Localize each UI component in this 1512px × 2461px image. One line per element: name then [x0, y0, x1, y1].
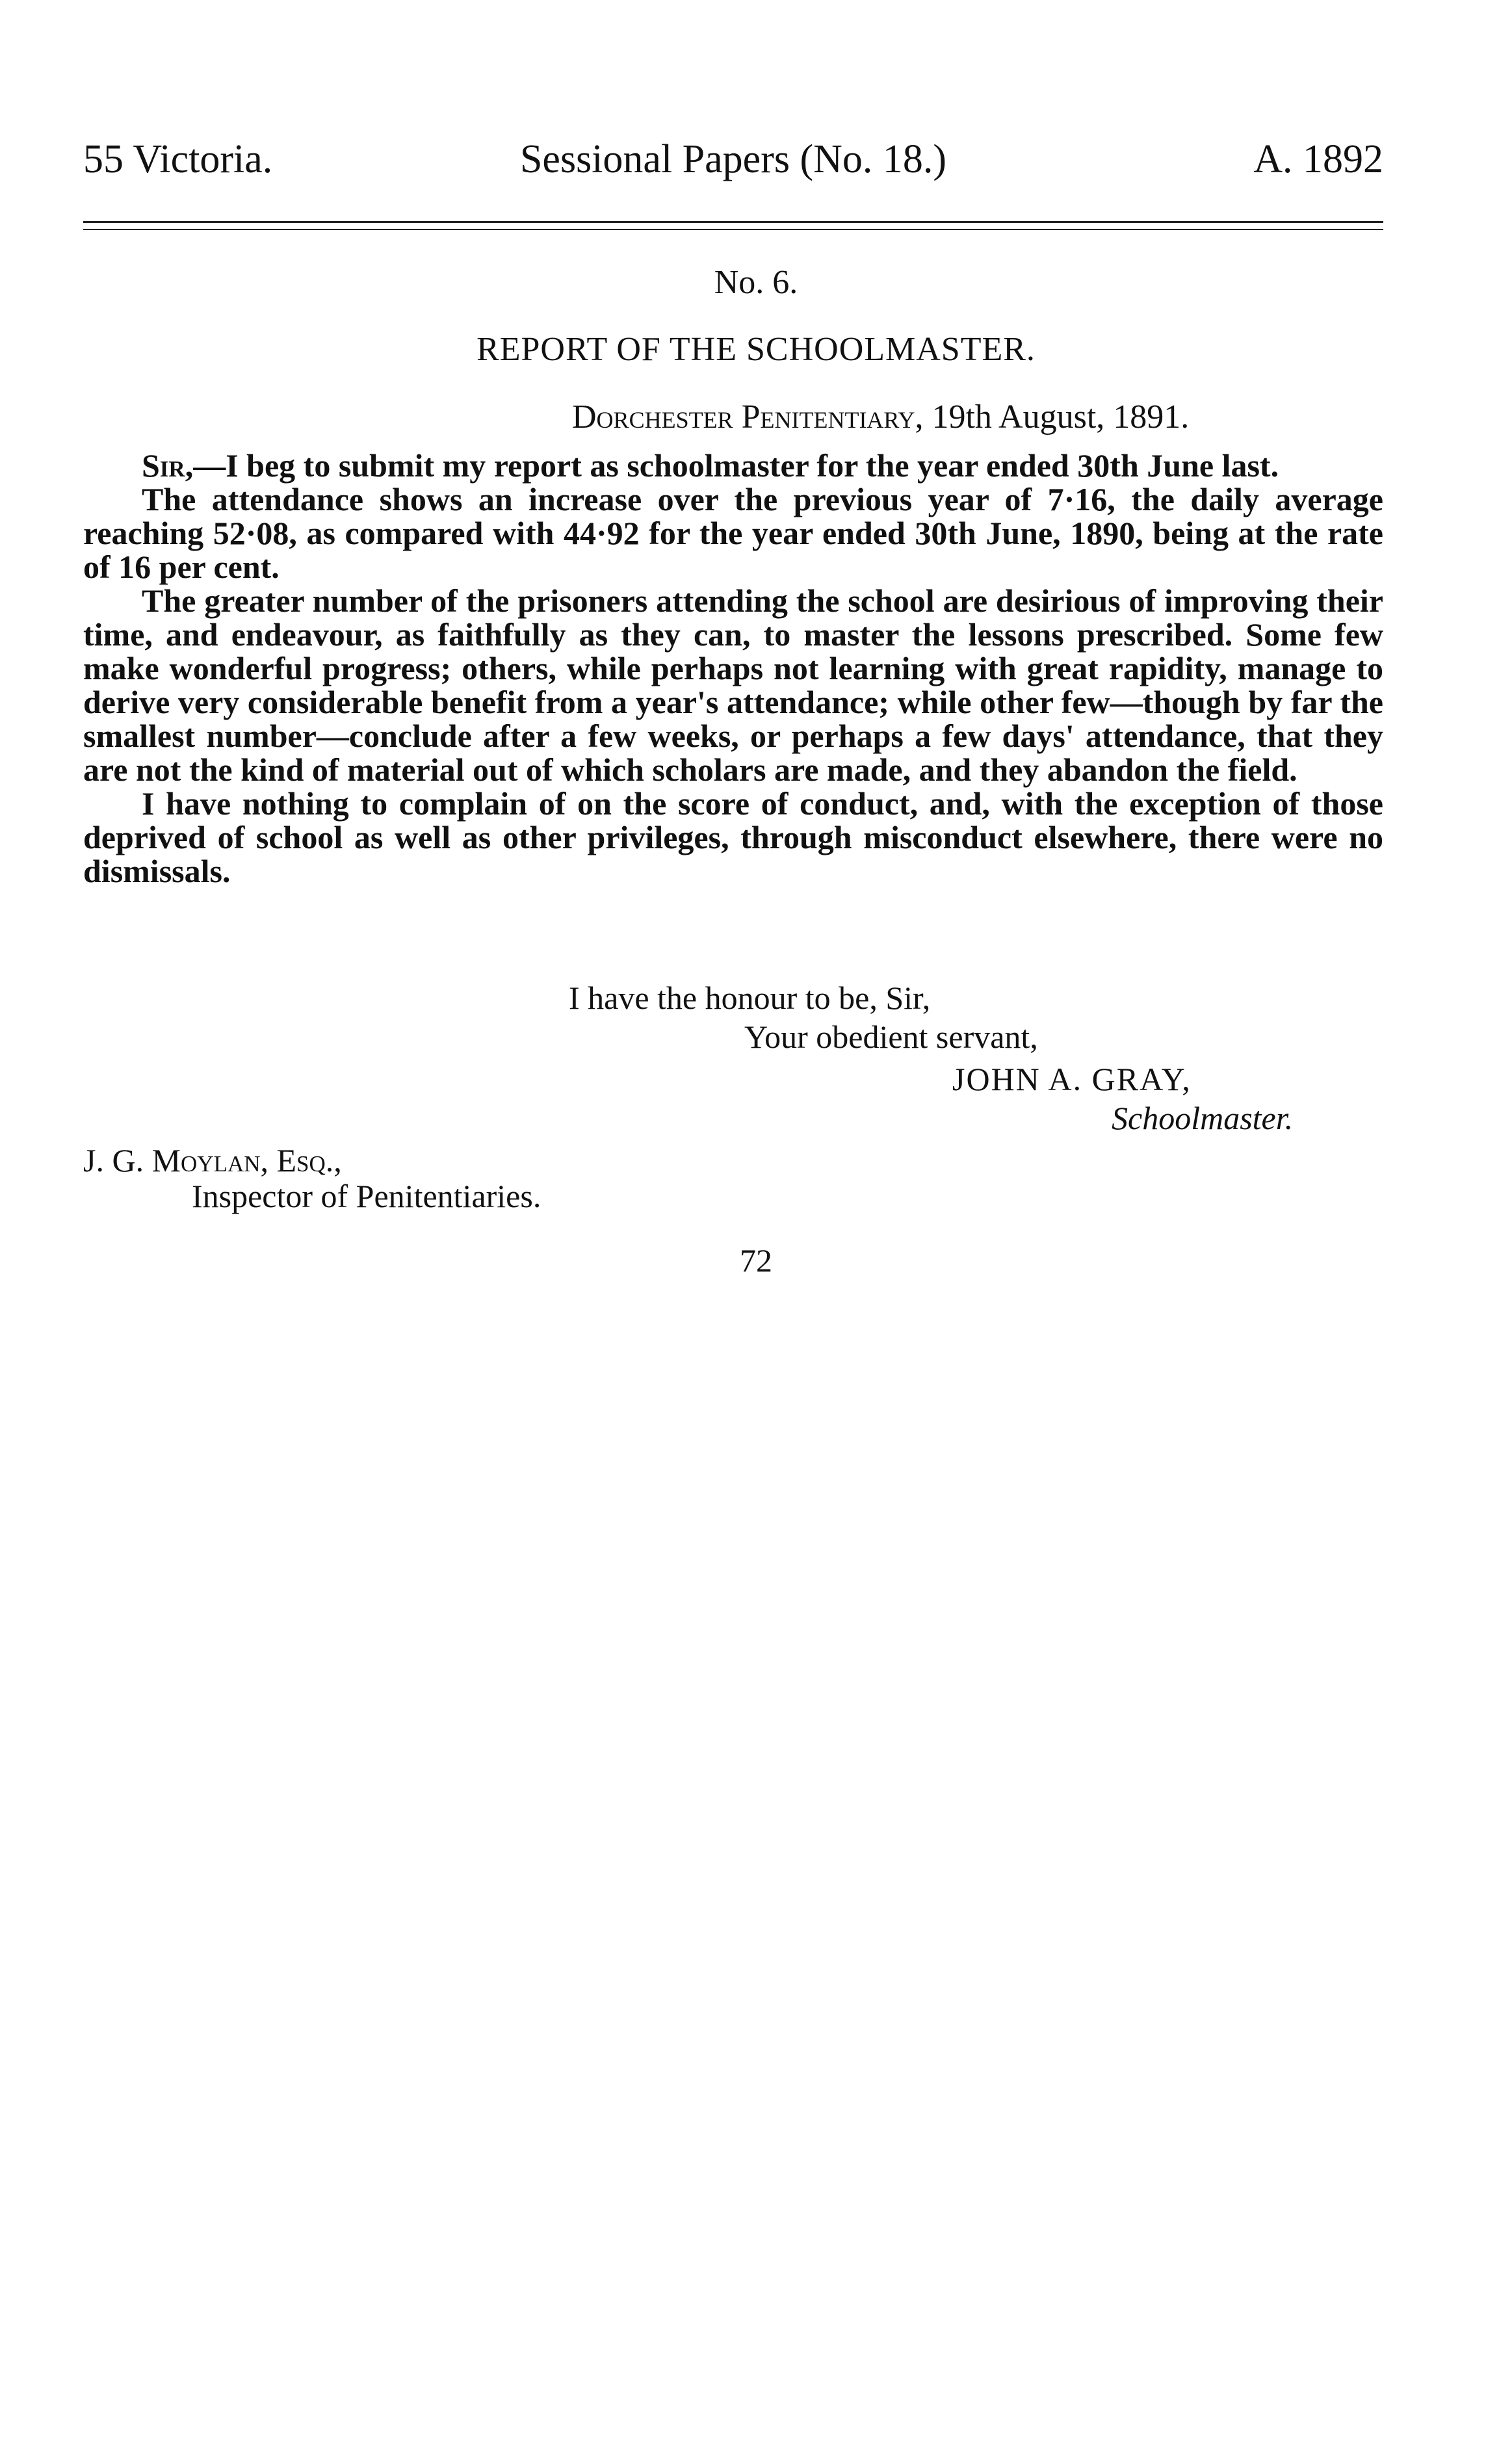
- dateline: [572, 398, 1189, 436]
- closing-line-1: I have the honour to be, Sir,: [569, 980, 931, 1016]
- addressee-title: Inspector of Penitentiaries.: [192, 1178, 541, 1214]
- document-number: No. 6.: [714, 264, 798, 301]
- header-rule-bottom: [83, 229, 1383, 230]
- paragraph-1: [83, 449, 1383, 482]
- header-volume: 55 Victoria.: [83, 137, 273, 181]
- page-number: 72: [740, 1242, 772, 1279]
- letter-body: [83, 449, 1383, 888]
- closing-line-2: Your obedient servant,: [744, 1019, 1038, 1055]
- paragraph-3: The greater number of the prisoners attending the school are desirious of improving their time, and endeavour, as faithfully as they can, to master the lessons prescribed. Some few make wonderful progress; others, while perhaps not learning with great rapidity, manage to derive very considerable benefit from a year's attendance; while other few—though by far the smallest number—conclude after a few weeks, or perhaps a few days' attendance, that they are not the kind of material out of which scholars are made, and they abandon the field.: [83, 582, 1383, 788]
- dateline-place: Dorchester Penitentiary,: [572, 398, 924, 436]
- addressee-name: J. G. Moylan, Esq.,: [83, 1142, 342, 1178]
- header-year: A. 1892: [1253, 137, 1383, 181]
- paragraph-4: I have nothing to complain of on the score of conduct, and, with the exception of those deprived of school as well as other privileges, through misconduct elsewhere, there were no dismissals.: [83, 785, 1383, 889]
- salutation: Sir,: [142, 447, 194, 484]
- paragraph-1-text: —I beg to submit my report as schoolmaster for the year ended 30th June last.: [193, 447, 1279, 484]
- report-title: REPORT OF THE SCHOOLMASTER.: [476, 331, 1036, 368]
- signature-name: JOHN A. GRAY,: [952, 1061, 1192, 1097]
- dateline-date: 19th August, 1891.: [932, 398, 1190, 436]
- paragraph-2: The attendance shows an increase over the previous year of 7·16, the daily average reaching 52·08, as compared with 44·92 for the year ended 30th June, 1890, being at the rate of 16 per cent.: [83, 481, 1383, 585]
- header-rule-top: [83, 221, 1383, 223]
- signature-role: Schoolmaster.: [1112, 1100, 1294, 1136]
- header-series: Sessional Papers (No. 18.): [519, 137, 947, 181]
- running-header: [83, 130, 1383, 189]
